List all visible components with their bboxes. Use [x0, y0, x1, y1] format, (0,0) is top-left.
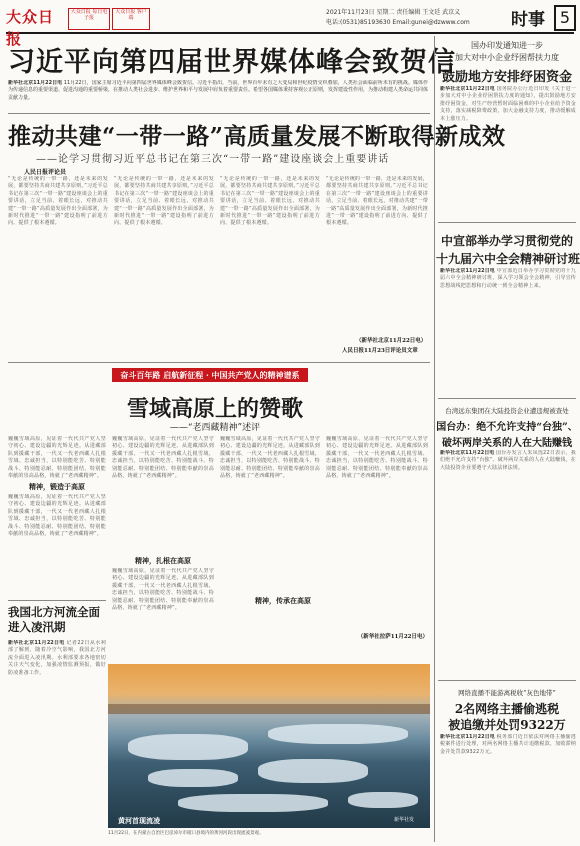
feature-body: 巍巍雪域高原，见证着一代代共产党人坚守初心、建设边疆的光辉足迹。从进藏部队到援藏干部，一代又一代老西藏人扎根雪域、忠诚担当，以特别能吃苦、特别能战斗、特别能忍耐、特别能团结、特别能奉献的崇高品格，铸就了“老西藏精神”。 [8, 494, 106, 538]
belt-road-end-note: （新华社北京11月22日电） [356, 338, 427, 344]
belt-road-headline: 推动共建“一带一路”高质量发展不断取得新成效 [8, 123, 506, 150]
left-box-dateline: 新华社北京11月22日电 [8, 640, 65, 646]
photo-credit: 新华社发 [394, 817, 415, 823]
belt-road-body: “无论是传统的一带一路，还是未来的发展，都要坚持共商共建共享原则。”习近平总书记在第三次“一带一路”建设座谈会上的重要讲话，立足当前、着眼长远，对推动共建“一带一路”高质量发展作出全面部署，为新时代推进“一带一路”建设指明了前进方向、提供了根本遵循。 [220, 176, 320, 227]
right3-kicker: 台湾远东集团在大陆投资企业遭违规被查处 [445, 407, 569, 415]
feature-section-1: 精神，锻造于高原 [29, 482, 85, 491]
right4-article [440, 734, 576, 840]
divider [438, 222, 576, 223]
feature-headline: 雪域高原上的赞歌 [126, 396, 303, 422]
right2-article [440, 268, 576, 392]
app-badge: 大众日报 客户端 [112, 8, 150, 30]
feature-body: 巍巍雪域高原，见证着一代代共产党人坚守初心、建设边疆的光辉足迹。从进藏部队到援藏干部，一代又一代老西藏人扎根雪域、忠诚担当，以特别能吃苦、特别能战斗、特别能忍耐、特别能团结、特别能奉献的崇高品格，铸就了“老西藏精神”。 [326, 436, 428, 480]
right1-headline: 鼓励地方安排纾困资金 [441, 70, 572, 85]
belt-road-column-1 [8, 176, 108, 362]
divider [8, 362, 430, 363]
belt-road-column-4 [326, 176, 428, 326]
feature-section-2: 精神，扎根在高原 [135, 556, 191, 565]
right3-headline-2: 破坏两岸关系的人在大陆赚钱 [442, 438, 572, 449]
right1-dateline: 新华社北京11月22日电 [440, 86, 495, 92]
feature-body: 巍巍雪域高原，见证着一代代共产党人坚守初心、建设边疆的光辉足迹。从进藏部队到援藏干部，一代又一代老西藏人扎根雪域、忠诚担当，以特别能吃苦、特别能战斗、特别能忍耐、特别能团结、特别能奉献的崇高品格，铸就了“老西藏精神”。 [8, 436, 106, 480]
feature-end-note: （新华社拉萨11月22日电） [357, 634, 428, 640]
right3-article [440, 450, 576, 676]
right1-kicker: 国办印发通知进一步 [471, 41, 543, 50]
belt-road-byline: 人民日报评论员 [24, 169, 67, 176]
belt-road-column-2 [114, 176, 214, 362]
left-box-body: 记者22日从水利部了解到，随着冷空气影响，我国北方河流全面进入凌汛期。水利部要求各地密切关注天气变化，加强凌情监测预报，做好防凌准备工作。 [8, 640, 106, 676]
lead-article [8, 80, 428, 112]
feature-column-4 [326, 436, 428, 662]
right3-body: 国台办发言人朱凤莲22日表示，我们绝不允许支持“台独”、破坏两岸关系的人在大陆赚钱，在大陆投资企业要遵守大陆法律法规。 [440, 450, 576, 471]
right3-dateline: 新华社北京11月22日电 [440, 450, 495, 456]
lead-headline: 习近平向第四届世界媒体峰会致贺信 [8, 47, 456, 78]
section-title: 时事 [511, 10, 545, 30]
belt-road-body: “无论是传统的一带一路，还是未来的发展，都要坚持共商共建共享原则。”习近平总书记在第三次“一带一路”建设座谈会上的重要讲话，立足当前、着眼长远，对推动共建“一带一路”高质量发展作出全面部署，为新时代推进“一带一路”建设指明了前进方向、提供了根本遵循。 [8, 176, 108, 227]
right1-article [440, 86, 576, 212]
belt-road-column-3 [220, 176, 320, 362]
right2-body: 中宣部近日举办学习贯彻党的十九届六中全会精神研讨班，深入学习领会全会精神，引导宣传思想战线把思想和行动统一到全会精神上来。 [440, 268, 576, 289]
photo-label: 黄河首现流凌 [118, 816, 160, 825]
left-box-headline: 我国北方河流全面进入凌汛期 [8, 605, 100, 634]
right2-headline-2: 十九届六中全会精神研讨班 [436, 252, 580, 266]
belt-road-source: 人民日报11月23日评论员文章 [342, 348, 418, 354]
right4-kicker: 网络直播不能游离税收“灰色地带” [458, 689, 556, 697]
lead-body: 11月22日，国家主席习近平向第四届世界媒体峰会致贺信。习近平指出，当前，世界百年未有之大变局和世纪疫情交织叠加，人类社会面临前所未有的挑战。媒体作为传递信息的重要渠道、促进沟通的重要桥梁，在推动人类社会进步、维护世界和平与发展中肩负着重要责任。希望各国媒体秉持客观公正原则，发挥建设性作用，为推动构建人类命运共同体贡献力量。 [8, 80, 428, 101]
left-box-article [8, 640, 106, 838]
series-banner: 奋斗百年路 启航新征程 · 中国共产党人的精神谱系 [112, 368, 308, 382]
contact-info: 电话:(0531)85193630 Email:gunei@dzwww.com [326, 19, 470, 26]
feature-column-2 [112, 436, 214, 662]
belt-road-subhead: ——论学习贯彻习近平总书记在第三次“一带一路”建设座谈会上重要讲话 [36, 154, 390, 165]
right2-dateline: 新华社北京11月22日电 [440, 268, 495, 274]
epaper-badge: 大众日报 每日电子报 [68, 8, 110, 30]
issue-date: 2021年11月23日 星期二 责任编辑 王文廷 武京义 [326, 9, 461, 16]
right3-headline-1: 国台办：绝不允许支持“台独”、 [436, 422, 578, 433]
feature-subhead: ——“老西藏精神”述评 [169, 423, 261, 433]
right4-dateline: 新华社北京11月22日电 [440, 734, 495, 740]
lead-dateline: 新华社北京11月22日电 [8, 80, 63, 86]
divider [438, 398, 576, 399]
divider [8, 113, 430, 114]
feature-body: 巍巍雪域高原，见证着一代代共产党人坚守初心、建设边疆的光辉足迹。从进藏部队到援藏干部，一代又一代老西藏人扎根雪域、忠诚担当，以特别能吃苦、特别能战斗、特别能忍耐、特别能团结、特别能奉献的崇高品格，铸就了“老西藏精神”。 [112, 436, 214, 480]
yellow-river-photo [108, 664, 430, 828]
feature-body: 巍巍雪域高原，见证着一代代共产党人坚守初心、建设边疆的光辉足迹。从进藏部队到援藏干部，一代又一代老西藏人扎根雪域、忠诚担当，以特别能吃苦、特别能战斗、特别能忍耐、特别能团结、特别能奉献的崇高品格，铸就了“老西藏精神”。 [220, 436, 320, 480]
newspaper-logo: 大众日报 [6, 8, 55, 48]
right1-body: 国务院办公厅近日印发《关于进一步加大对中小企业纾困帮扶力度的通知》，提出鼓励地方安排纾困资金，对生产经营暂时面临困难的中小企业给予资金支持，落实减税降费政策，加大金融支持力度，推动缓解成本上涨压力。 [440, 86, 576, 122]
right4-body: 税务部门近日依法对网络主播偷逃税案件进行处理，对两名网络主播共计追缴税款、加收滞纳金并处罚款9322万元。 [440, 734, 576, 755]
feature-column-1 [8, 436, 106, 596]
right1-kicker-2: 加大对中小企业纾困帮扶力度 [455, 53, 559, 62]
photo-caption: 11月22日，在内蒙古自治区巴彦淖尔市磴口县境内的黄河河段出现流凌景观。 [108, 831, 264, 836]
belt-road-body: “无论是传统的一带一路，还是未来的发展，都要坚持共商共建共享原则。”习近平总书记在第三次“一带一路”建设座谈会上的重要讲话，立足当前、着眼长远，对推动共建“一带一路”高质量发展作出全面部署，为新时代推进“一带一路”建设指明了前进方向、提供了根本遵循。 [326, 176, 428, 227]
belt-road-body: “无论是传统的一带一路，还是未来的发展，都要坚持共商共建共享原则。”习近平总书记在第三次“一带一路”建设座谈会上的重要讲话，立足当前、着眼长远，对推动共建“一带一路”高质量发展作出全面部署，为新时代推进“一带一路”建设指明了前进方向、提供了根本遵循。 [114, 176, 214, 227]
divider [8, 600, 106, 601]
page-number: 5 [554, 5, 576, 31]
feature-body: 巍巍雪域高原，见证着一代代共产党人坚守初心、建设边疆的光辉足迹。从进藏部队到援藏干部，一代又一代老西藏人扎根雪域、忠诚担当，以特别能吃苦、特别能战斗、特别能忍耐、特别能团结、特别能奉献的崇高品格，铸就了“老西藏精神”。 [112, 568, 214, 612]
feature-section-3: 精神，传承在高原 [255, 596, 311, 605]
right4-headline-2: 被追缴并处罚9322万 [448, 718, 566, 732]
divider [438, 680, 576, 681]
feature-column-3 [220, 436, 320, 662]
right2-headline-1: 中宣部举办学习贯彻党的 [440, 234, 573, 248]
right4-headline-1: 2名网络主播偷逃税 [454, 702, 560, 716]
column-divider [434, 36, 435, 842]
